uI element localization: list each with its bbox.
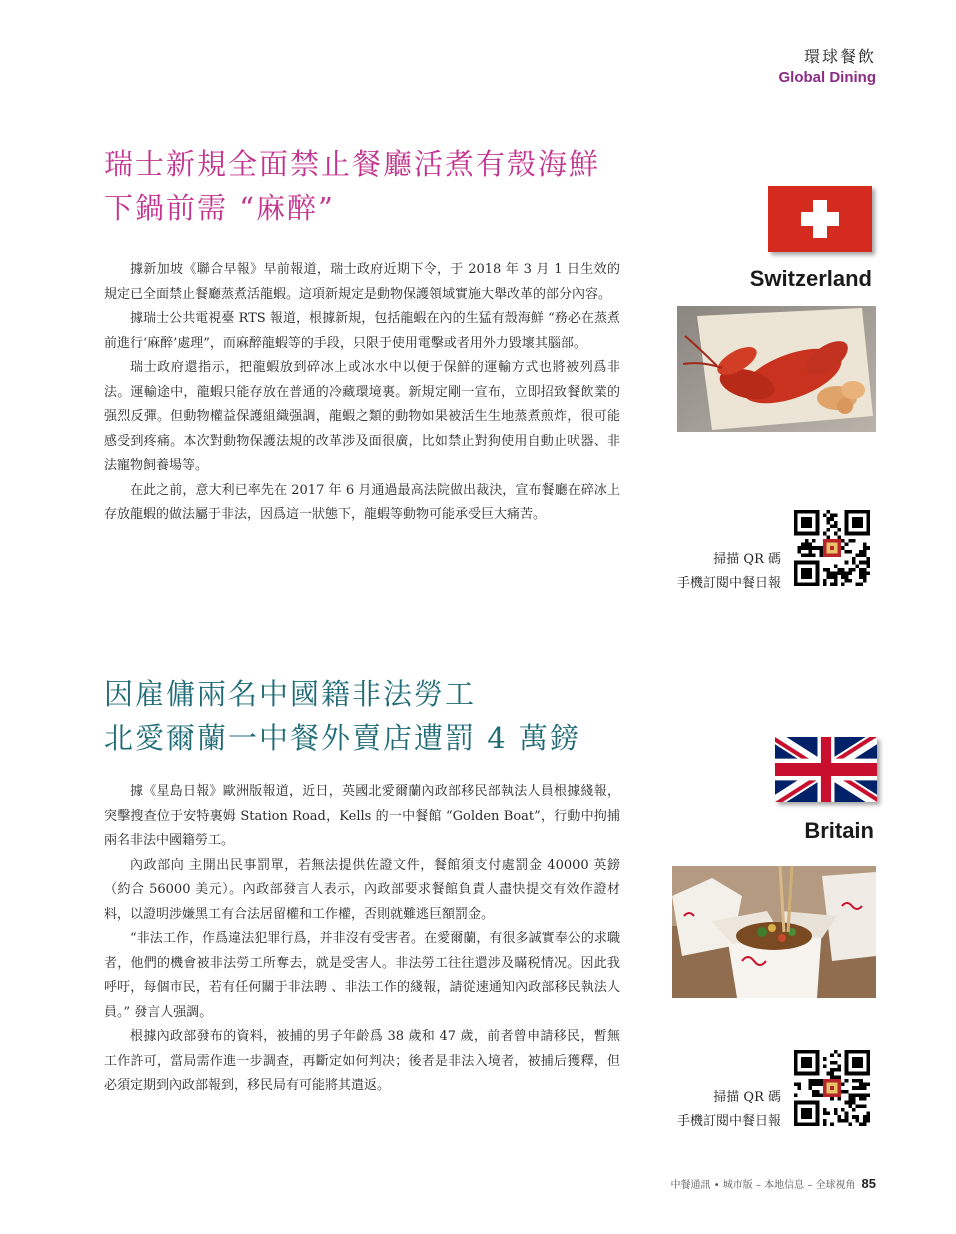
- headline-line: 瑞士新規全面禁止餐廳活煮有殼海鮮: [104, 147, 601, 181]
- article1-body: [104, 258, 620, 528]
- qr-caption: [677, 1086, 781, 1134]
- lobster-photo: [677, 306, 876, 432]
- paragraph: 內政部向 主開出民事罰單，若無法提供佐證文件，餐館須支付處罰金 40000 英鎊（約合 56000 美元）。內政部發言人表示，內政部要求餐館負責人盡快提交有效作證材料，以證明涉嫌黑工有合法居留權和工作權，否則就難逃巨額罰金。: [104, 857, 620, 922]
- page-footer: [671, 1176, 876, 1191]
- uk-flag-icon: [775, 737, 877, 802]
- qr-code-icon: [794, 510, 870, 586]
- qr-caption: [677, 548, 781, 596]
- qr-caption-line: 掃描 QR 碼: [713, 1090, 781, 1105]
- section-header: [779, 44, 877, 86]
- page-number: 85: [861, 1176, 876, 1191]
- headline-line: 北愛爾蘭一中餐外賣店遭罰 4 萬鎊: [104, 721, 581, 755]
- paragraph: 根據內政部發布的資料，被捕的男子年齡爲 38 歲和 47 歲，前者曾申請移民，暫無工作許可，當局需作進一步調查，再斷定如何判决；後者是非法入境者，被捕后獲釋，但必須定期到內政部報到，移民局有可能將其遣返。: [104, 1029, 620, 1093]
- headline-line: 下鍋前需 “麻醉”: [104, 191, 335, 225]
- section-title-en: Global Dining: [778, 69, 876, 86]
- takeout-box-photo: [672, 866, 876, 998]
- country-label-switzerland: Switzerland: [749, 266, 872, 291]
- paragraph: 瑞士政府還指示，把龍蝦放到碎冰上或冰水中以便于保鮮的運輸方式也將被列爲非法。運輸途中，龍蝦只能存放在普通的冷藏環境裏。新規定剛一宣布，立即招致餐飲業的强烈反彈。但動物權益保護組織强調，龍蝦之類的動物如果被活生生地蒸煮煎炸，很可能感受到疼痛。本次對動物保護法規的改革涉及面很廣，比如禁止對狗使用自動止吠器、非法寵物飼養場等。: [104, 360, 620, 473]
- qr-caption-line: 手機訂閱中餐日報: [676, 1114, 781, 1129]
- article2-headline: [104, 672, 581, 760]
- paragraph: 在此之前，意大利已率先在 2017 年 6 月通過最高法院做出裁決，宣布餐廳在碎冰上存放龍蝦的做法屬于非法，因爲這一狀態下，龍蝦等動物可能承受巨大痛苦。: [104, 482, 620, 522]
- paragraph: 據瑞士公共電視臺 RTS 報道，根據新規，包括龍蝦在內的生猛有殼海鮮 “務必在蒸煮前進行‘麻醉’處理”，而麻醉龍蝦等的手段，只限于使用電擊或者用外力毀壞其腦部。: [104, 311, 620, 351]
- country-label-britain: Britain: [804, 818, 874, 843]
- qr-caption-line: 掃描 QR 碼: [713, 552, 781, 567]
- paragraph: 據《星島日報》歐洲版報道，近日，英國北愛爾蘭內政部移民部執法人員根據綫報，突擊搜查位于安特裏姆 Station Road，Kells 的一中餐館 “Golden Boat”，行動中拘捕兩名非法中國籍勞工。: [104, 784, 620, 848]
- swiss-flag-icon: [768, 186, 872, 252]
- qr-code-icon: [794, 1050, 870, 1126]
- article2-body: [104, 780, 620, 1099]
- paragraph: “非法工作，作爲違法犯罪行爲，并非沒有受害者。在愛爾蘭，有很多誠實奉公的求職者，他們的機會被非法勞工所奪去，就是受害人。非法勞工往往還涉及瞞税情况。因此我呼吁，每個市民，若有任何關于非法聘 、非法工作的綫報，請從速通知內政部移民執法人員。” 發言人强調。: [104, 931, 620, 1020]
- headline-line: 因雇傭兩名中國籍非法勞工: [104, 677, 477, 711]
- article1-headline: [104, 142, 600, 230]
- section-title-zh: 環球餐飲: [803, 47, 876, 66]
- qr-caption-line: 手機訂閱中餐日報: [676, 576, 781, 591]
- footer-text: 中餐通訊 • 城市版 – 本地信息 – 全球視角: [670, 1180, 856, 1191]
- paragraph: 據新加坡《聯合早報》早前報道，瑞士政府近期下令，于 2018 年 3 月 1 日生效的規定已全面禁止餐廳蒸煮活龍蝦。這項新規定是動物保護領域實施大舉改革的部分內容。: [104, 262, 620, 302]
